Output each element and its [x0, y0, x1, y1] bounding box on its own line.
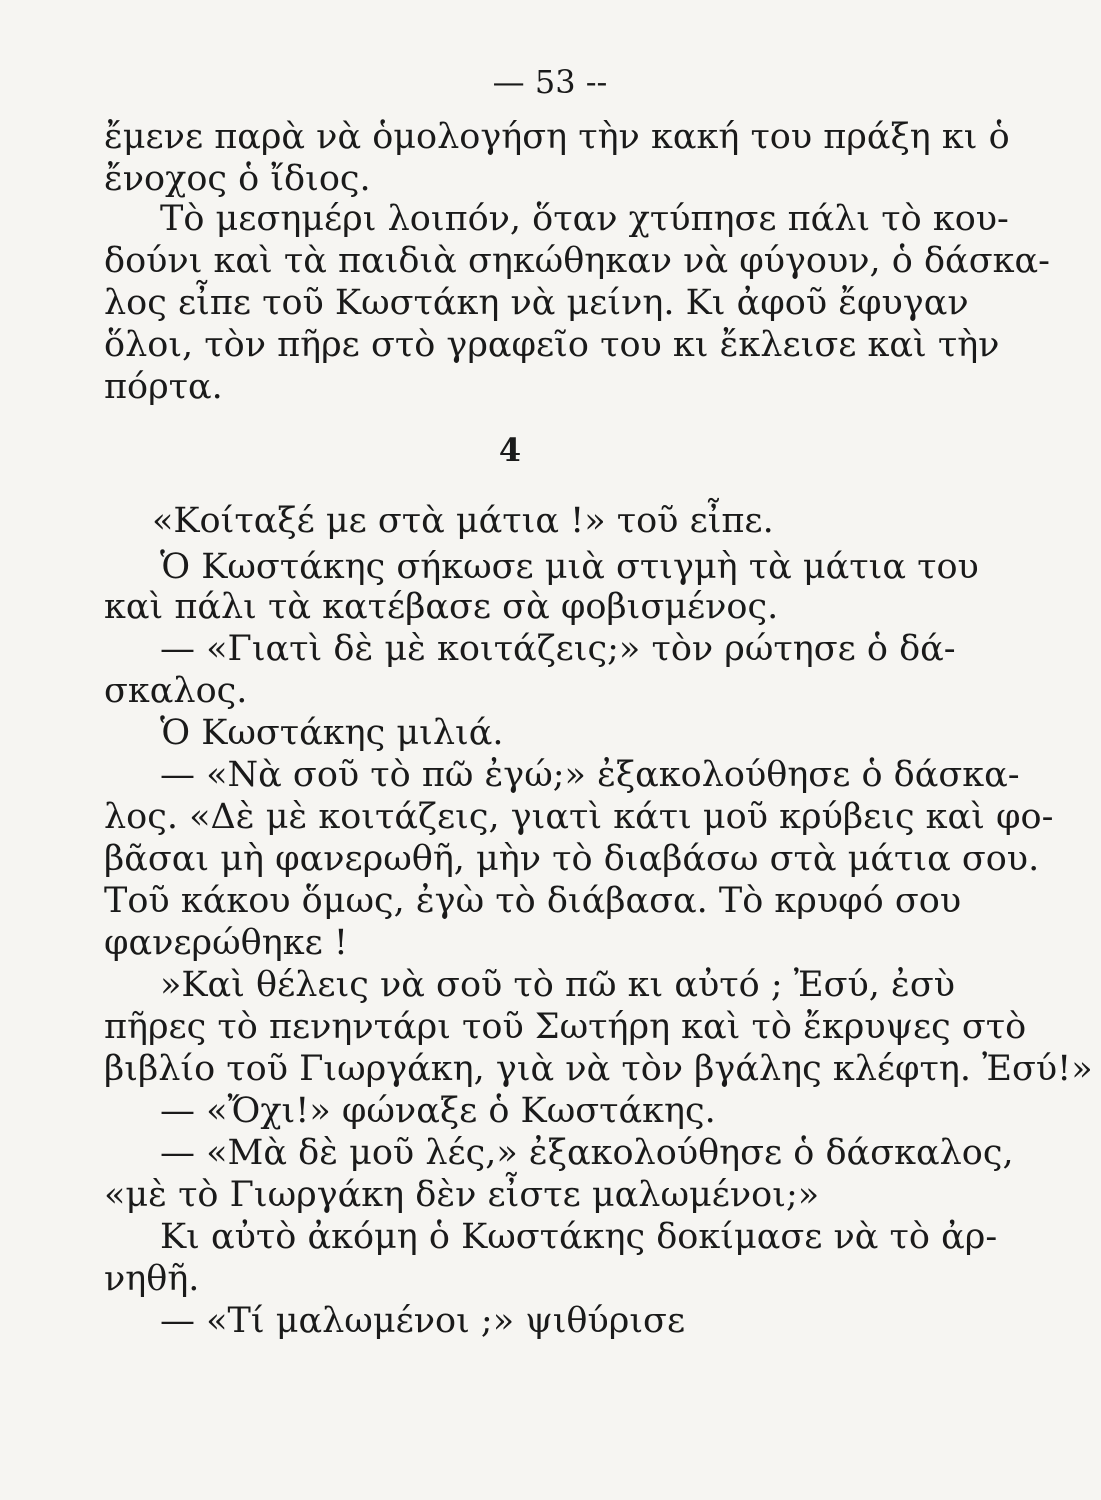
text-line: »Καὶ θέλεις νὰ σοῦ τὸ πῶ κι αὐτό ; Ἐσύ, ἐσὺ [160, 965, 955, 1005]
text-line: λος εἶπε τοῦ Κωστάκη νὰ μείνη. Κι ἀφοῦ ἔφυγαν [104, 283, 969, 323]
text-line: βιβλίο τοῦ Γιωργάκη, γιὰ νὰ τὸν βγάλης κλέφτη. Ἐσύ!» [104, 1049, 1093, 1089]
text-line: καὶ πάλι τὰ κατέβασε σὰ φοβισμένος. [104, 587, 779, 627]
text-line: ἔμενε παρὰ νὰ ὁμολογήση τὴν κακή του πράξη κι ὁ [104, 117, 1010, 157]
text-line: πόρτα. [104, 367, 223, 407]
text-line: πῆρες τὸ πενηντάρι τοῦ Σωτήρη καὶ τὸ ἔκρυψες στὸ [104, 1007, 1027, 1047]
text-line: δούνι καὶ τὰ παιδιὰ σηκώθηκαν νὰ φύγουν, ὁ δάσκα- [104, 241, 1050, 281]
text-line: «μὲ τὸ Γιωργάκη δὲν εἶστε μαλωμένοι;» [104, 1175, 820, 1215]
text-line: βᾶσαι μὴ φανερωθῆ, μὴν τὸ διαβάσω στὰ μάτια σου. [104, 839, 1040, 879]
text-line: — «Ὄχι!» φώναξε ὁ Κωστάκης. [160, 1091, 716, 1131]
text-line: Ὁ Κωστάκης σήκωσε μιὰ στιγμὴ τὰ μάτια του [160, 547, 979, 587]
text-line: Τὸ μεσημέρι λοιπόν, ὅταν χτύπησε πάλι τὸ κου- [160, 199, 1009, 239]
text-line: ἔνοχος ὁ ἴδιος. [104, 159, 371, 199]
text-line: Ὁ Κωστάκης μιλιά. [160, 713, 504, 753]
text-line: νηθῆ. [104, 1259, 200, 1299]
chapter-number: 4 [498, 431, 522, 469]
text-line: «Κοίταξέ με στὰ μάτια !» τοῦ εἶπε. [152, 501, 774, 541]
text-line: — «Νὰ σοῦ τὸ πῶ ἐγώ;» ἐξακολούθησε ὁ δάσκα- [160, 755, 1020, 795]
text-line: — «Μὰ δὲ μοῦ λές,» ἐξακολούθησε ὁ δάσκαλος, [160, 1133, 1014, 1173]
text-line: ὅλοι, τὸν πῆρε στὸ γραφεῖο του κι ἔκλεισε καὶ τὴν [104, 325, 1000, 365]
text-line: Κι αὐτὸ ἀκόμη ὁ Κωστάκης δοκίμασε νὰ τὸ ἀρ- [160, 1217, 998, 1257]
text-line: — «Τί μαλωμένοι ;» ψιθύρισε [160, 1301, 686, 1341]
text-line: φανερώθηκε ! [104, 923, 348, 963]
text-line: σκαλος. [104, 671, 248, 711]
page-number: — 53 -- [492, 63, 608, 101]
text-line: Τοῦ κάκου ὅμως, ἐγὼ τὸ διάβασα. Τὸ κρυφό σου [104, 881, 962, 921]
text-line: — «Γιατὶ δὲ μὲ κοιτάζεις;» τὸν ρώτησε ὁ δά- [160, 629, 956, 669]
text-line: λος. «Δὲ μὲ κοιτάζεις, γιατὶ κάτι μοῦ κρύβεις καὶ φο- [104, 797, 1054, 837]
